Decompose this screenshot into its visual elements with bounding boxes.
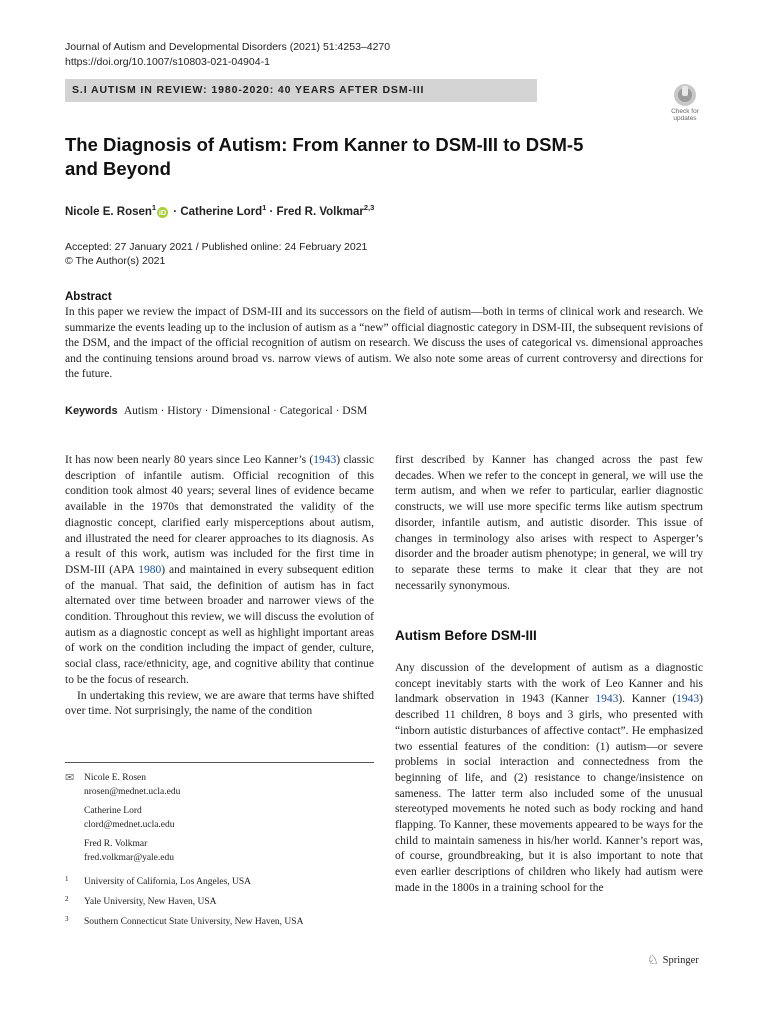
citation-link[interactable]: 1943 [313,454,337,466]
check-for-updates-icon [674,84,696,106]
publisher-logo [647,952,699,968]
keywords-label: Keywords [65,405,118,417]
contact-entry [84,838,180,865]
section-heading: Autism Before DSM-III [395,628,537,643]
affiliation-item [65,896,303,916]
author-name[interactable]: Catherine Lord [180,205,263,218]
doi-link[interactable]: https://doi.org/10.1007/s10803-021-04904-1 [65,56,270,68]
check-for-updates-label: Check for updates [671,108,699,122]
affiliation-text: Southern Connecticut State University, New Haven, USA [84,917,304,927]
springer-horse-icon: ♘ [647,952,659,967]
journal-citation [65,40,390,70]
abstract-heading: Abstract [65,291,112,303]
correspondence-contacts [84,772,180,871]
copyright-notice: © The Author(s) 2021 [65,254,166,267]
author-list [65,203,374,218]
series-banner: S.I AUTISM IN REVIEW: 1980-2020: 40 YEARS AFTER DSM-III [65,79,537,102]
contact-name: Fred R. Volkmar [84,839,148,849]
body-column-right-top [395,453,703,594]
body-paragraph: In undertaking this review, we are aware that terms have shifted over time. Not surprisingly, the name of the condition [65,689,374,718]
publication-dates [65,241,367,268]
keywords-list: Autism · History · Dimensional · Categorical · DSM [123,405,368,417]
keywords [65,405,367,417]
affiliation-number: 2 [65,895,69,903]
author-affiliation-mark: 2,3 [363,203,375,212]
article-title: The Diagnosis of Autism: From Kanner to DSM-III to DSM-5 and Beyond [65,134,584,179]
affiliations-list [65,876,303,936]
affiliation-item [65,876,303,896]
contact-entry [84,805,180,832]
author-separator: · [266,205,277,218]
affiliation-text: University of California, Los Angeles, USA [84,877,252,887]
affiliation-number: 1 [65,875,69,883]
accepted-published-dates: Accepted: 27 January 2021 / Published online: 24 February 2021 [65,241,368,253]
body-column-left [65,453,374,720]
author-affiliation-mark: 1 [262,203,267,212]
body-paragraph: first described by Kanner has changed across the past few decades. When we refer to the concept in general, we will use the term autism, and when we refer to particular, earlier diagnostic constructs, we will use more specific terms like autism spectrum disorder, infantile autism, and autistic disorder. This issue of changes in terminology also arises with respect to Asperger’s disorder and the broader autism phenotype; in general, we will try to separate these terms to make it clear that they are not necessarily synonymous. [395,454,703,592]
citation-link[interactable]: 1943 [595,693,619,706]
body-paragraph: Any discussion of the development of autism as a diagnostic concept inevitably starts with the work of Leo Kanner and his landmark observation in 1943 (Kanner 1943). Kanner (1943) described 11 children, 8 boys and 3 girls, who presented with “inborn autistic disturbances of affective contact”. He emphasized two essential features of the condition: (1) autism—or severe problems in social interaction and connectedness from the beginning of life, and (2) resistance to change/insistence on sameness. The latter term also included some of the unusual stereotyped movements he noted such as body rocking and hand flapping. To Kanner, these movements appeared to be ways for the child to maintain sameness in his/her world. Kanner’s report was, of course, groundbreaking, but it is also important to note that even earlier descriptions of children who likely had autism were made in the 1800s in a training school for the [395,662,703,894]
journal-line: Journal of Autism and Developmental Disorders (2021) 51:4253–4270 [65,41,391,53]
author-name[interactable]: Nicole E. Rosen [65,205,152,218]
affiliation-item [65,916,303,936]
abstract-text: In this paper we review the impact of DSM-III and its successors on the field of autism—both in terms of clinical work and research. We summarize the events leading up to the inclusion of autism as a “new” official diagnostic category in DSM-III, the subsequent revisions of the DSM, and the impact of the official recognition of autism on research. We discuss the uses of categorical vs. dimensional approaches and the continuing tensions around broad vs. narrow views of autism. We also note some areas of current controversy and directions for the future. [65,306,703,381]
affiliation-number: 3 [65,915,69,923]
contact-entry [84,772,180,799]
publisher-name: Springer [662,954,699,966]
orcid-icon[interactable]: iD [158,207,167,217]
contact-email[interactable]: clord@mednet.ucla.edu [84,819,175,830]
affiliation-text: Yale University, New Haven, USA [84,897,217,907]
body-column-right-bottom [395,661,703,897]
author-name[interactable]: Fred R. Volkmar [276,205,364,218]
body-paragraph: It has now been nearly 80 years since Leo Kanner’s (1943) classic description of infantile autism. Official recognition of this condition took almost 40 years; several lines of evidence became available in the 1970s that demonstrated the validity of the diagnostic concept, clarified early misperceptions about autism, and illustrated the need for clearer approaches to its diagnosis. As a result of this work, autism was included for the first time in DSM-III (APA 1980) and maintained in every subsequent edition of the manual. That said, the definition of autism has in fact alternated over time between broader and narrower views of the condition. Throughout this review, we will discuss the evolution of autism as a diagnostic concept as well as highlight important areas of work on the condition including the impact of gender, culture, social class, race/ethnicity, age, and cognitive ability that continue to be the focus of research. [65,454,374,686]
citation-link[interactable]: 1980 [138,563,162,576]
check-for-updates-badge[interactable] [666,84,704,122]
footnote-divider [65,762,374,763]
contact-email[interactable]: fred.volkmar@yale.edu [84,852,174,863]
contact-email[interactable]: nrosen@mednet.ucla.edu [84,786,181,797]
author-separator: · [170,205,181,218]
citation-link[interactable]: 1943 [676,693,700,706]
author-affiliation-mark: 1 [151,203,157,212]
contact-name: Nicole E. Rosen [84,773,147,783]
contact-name: Catherine Lord [84,806,142,816]
envelope-icon: ✉ [65,772,75,784]
